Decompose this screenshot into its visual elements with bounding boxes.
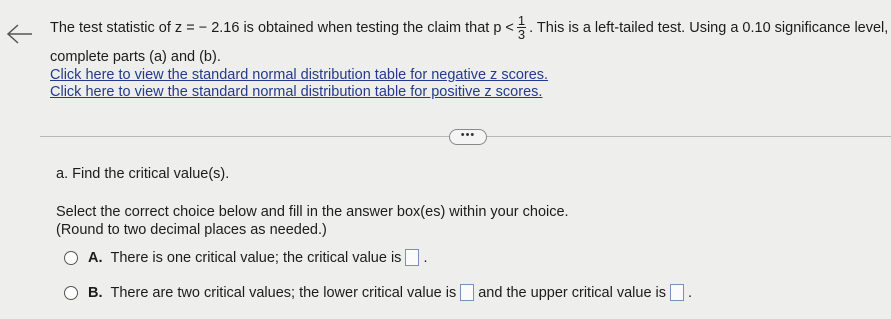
one-third-fraction — [517, 14, 526, 41]
choice-b-text: There are two critical values; the lower critical value is — [110, 284, 457, 301]
fraction-numerator: 1 — [517, 13, 526, 28]
instruction-select: Select the correct choice below and fill in the answer box(es) within your choice. — [56, 204, 569, 220]
instructions — [56, 203, 569, 239]
z-expression: z = − 2.16 — [174, 19, 240, 36]
more-options-button[interactable]: ••• — [449, 129, 487, 145]
problem-text-mid: is obtained when testing the claim that — [243, 19, 490, 36]
choice-a-period: . — [423, 249, 428, 266]
choice-b-radio[interactable] — [64, 286, 78, 300]
problem-line-1 — [50, 13, 889, 42]
choice-b-mid-text: and the upper critical value is — [478, 284, 667, 301]
back-arrow-icon[interactable] — [4, 22, 34, 46]
problem-line-2: complete parts (a) and (b). — [50, 49, 221, 65]
problem-text-end: . This is a left-tailed test. Using a 0.10 significance level, — [529, 19, 889, 36]
problem-text-start: The test statistic of — [50, 19, 171, 36]
choice-a-radio[interactable] — [64, 251, 78, 265]
choice-b-period: . — [688, 284, 693, 301]
choice-a[interactable] — [64, 249, 427, 266]
choice-a-letter: A. — [88, 249, 103, 266]
fraction-denominator: 3 — [517, 27, 526, 42]
critical-value-answer-box[interactable] — [405, 249, 419, 266]
choice-b[interactable] — [64, 284, 692, 301]
lower-critical-value-answer-box[interactable] — [460, 284, 474, 301]
negative-z-table-link[interactable]: Click here to view the standard normal distribution table for negative z scores. — [50, 67, 549, 83]
problem-statement — [50, 13, 889, 101]
part-a-title: a. Find the critical value(s). — [56, 166, 230, 182]
instruction-round: (Round to two decimal places as needed.) — [56, 222, 327, 238]
choice-b-letter: B. — [88, 284, 103, 301]
upper-critical-value-answer-box[interactable] — [670, 284, 684, 301]
positive-z-table-link[interactable]: Click here to view the standard normal distribution table for positive z scores. — [50, 84, 543, 100]
p-expression: p < — [493, 19, 514, 36]
choice-a-text: There is one critical value; the critical value is — [110, 249, 402, 266]
